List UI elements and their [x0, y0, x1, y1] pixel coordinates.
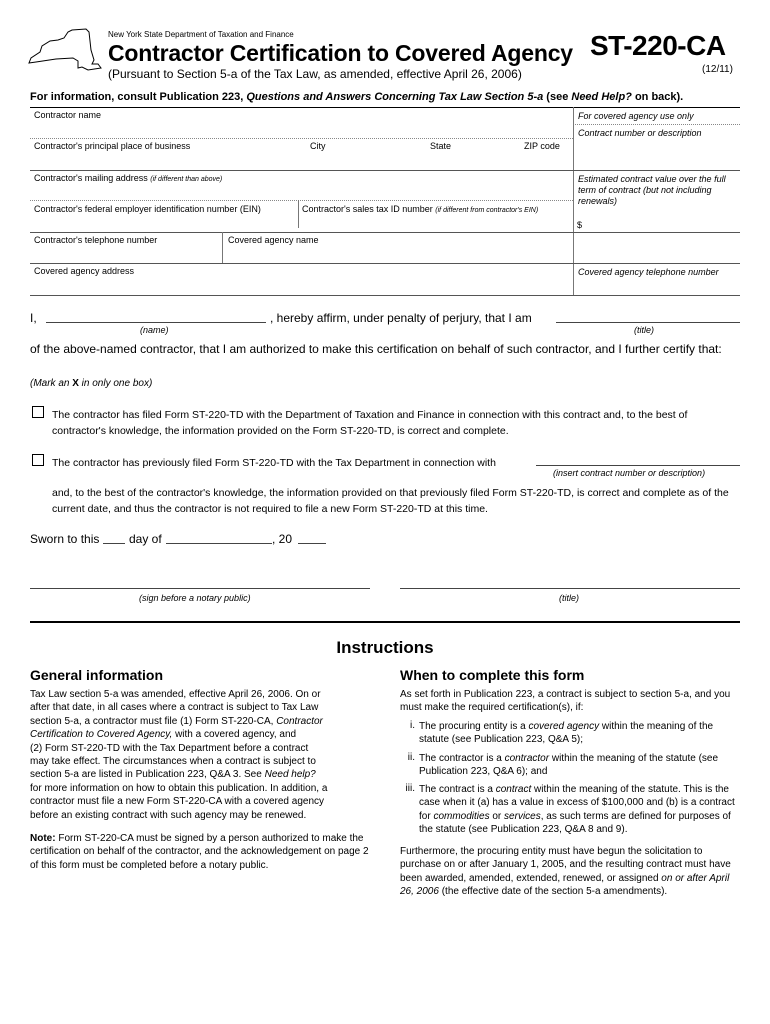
section-divider — [30, 621, 740, 623]
insert-caption: (insert contract number or description) — [553, 468, 706, 478]
option2-continuation: and, to the best of the contractor's knowledge, the information provided on that previously filed Form ST-220-TD, is correct and complete as of the current date, and thus the contractor is not required to file a new Form ST-220-TD at this time. — [52, 487, 729, 515]
contract-number-line[interactable] — [536, 465, 740, 466]
dollar-sign: $ — [577, 220, 583, 230]
day-of-label: day of — [129, 532, 162, 546]
agency-use-label: For covered agency use only — [578, 111, 694, 121]
item-i-number: i. — [410, 720, 415, 731]
contractor-name-label: Contractor name — [34, 110, 102, 120]
sworn-month-line[interactable] — [166, 543, 272, 544]
affirm-i: I, — [30, 311, 37, 325]
name-line[interactable] — [46, 322, 266, 323]
affirm-text: , hereby affirm, under penalty of perjury, that I am — [270, 311, 532, 325]
general-info-text: Tax Law section 5-a was amended, effective April 26, 2006. On or after that date, in all cases where a contract is subject to Tax Law section 5-a, a contractor must file (1) Form ST-220-CA, Contractor Certification to Covered Agency, with a covered agency, and (2) Form ST-220-TD with the Tax Department before a contract may take effect. The circumstances when a contract is subject to section 5-a are listed in Publication 223, Q&A 3. See Need help? for more information on how to obtain this publication. In addition, a contractor must file a new Form ST-220-CA with a covered agency before an existing contract with such agency may be renewed. — [30, 689, 328, 821]
agency-name-label: Covered agency name — [228, 235, 319, 245]
department-name: New York State Department of Taxation and Finance — [108, 30, 294, 39]
name-caption: (name) — [140, 325, 169, 335]
item-iii-text: The contract is a contract within the meaning of the statute. This is the case when it (a) has a value in excess of $100,000 and (b) is a contract for commodities or services, as such terms are defined for purposes of the statute (see Publication 223, Q&A 8 and 9). — [419, 784, 735, 836]
zip-label: ZIP code — [524, 141, 560, 151]
option1-text: The contractor has filed Form ST-220-TD with the Department of Taxation and Finance in connection with this contract and, to the best of contractor's knowledge, the information provided on the Form ST-220-TD, is correct and complete. — [52, 409, 688, 437]
when-furthermore: Furthermore, the procuring entity must have begun the solicitation to purchase on or after January 1, 2005, and the resulting contract must have been awarded, amended, extended, renewed, or assigned on or after April 26, 2006 (the effective date of the section 5-a amendments). — [400, 846, 731, 898]
state-label: State — [430, 141, 452, 151]
sworn-label: Sworn to this — [30, 532, 100, 546]
mailing-address-label: Contractor's mailing address (if different than above) — [34, 173, 223, 183]
when-intro: As set forth in Publication 223, a contract is subject to section 5-a, and you must make the required certification(s), if: — [400, 689, 731, 714]
general-note: Note: Form ST-220-CA must be signed by a person authorized to make the certification on behalf of the contractor, and the acknowledgement on page 2 of this form must be completed before a notary public. — [30, 833, 369, 871]
estimated-value-label: Estimated contract value over the full term of contract (but not including renewals) — [578, 174, 726, 206]
form-title: Contractor Certification to Covered Agency — [108, 40, 573, 66]
instructions-heading: Instructions — [336, 638, 434, 657]
certify-statement: of the above-named contractor, that I am authorized to make this certification on behalf of such contractor, and I further certify that: — [30, 342, 722, 356]
signer-title-line[interactable] — [400, 588, 740, 589]
when-heading: When to complete this form — [400, 667, 585, 683]
option1-checkbox[interactable] — [32, 406, 44, 418]
year-label: , 20 — [272, 532, 293, 546]
info-line: For information, consult Publication 223, Questions and Answers Concerning Tax Law Section 5-a (see Need Help? on back). — [30, 91, 684, 103]
item-i-text: The procuring entity is a covered agency within the meaning of the statute (see Publication 223, Q&A 5); — [419, 721, 714, 746]
option2-text: The contractor has previously filed Form ST-220-TD with the Tax Department in connection with — [52, 457, 496, 469]
new-york-state-map-icon — [28, 28, 102, 74]
item-ii-text: The contractor is a contractor within the meaning of the statute (see Publication 223, Q&A 6); and — [419, 753, 719, 778]
sign-caption: (sign before a notary public) — [139, 593, 251, 603]
sworn-year-line[interactable] — [298, 543, 326, 544]
general-info-heading: General information — [30, 667, 164, 683]
agency-telephone-label: Covered agency telephone number — [578, 267, 719, 277]
revision-date: (12/11) — [702, 64, 733, 75]
form-number: ST-220-CA — [590, 30, 726, 61]
title-line[interactable] — [556, 322, 740, 323]
telephone-label: Contractor's telephone number — [34, 235, 158, 245]
title-caption: (title) — [634, 325, 654, 335]
sales-tax-id-label: Contractor's sales tax ID number (if different from contractor's EIN) — [302, 204, 539, 214]
sworn-day-line[interactable] — [103, 543, 125, 544]
pursuant-line: (Pursuant to Section 5-a of the Tax Law, as amended, effective April 26, 2006) — [108, 67, 522, 81]
mark-instruction: (Mark an X in only one box) — [30, 378, 153, 389]
ein-label: Contractor's federal employer identification number (EIN) — [34, 204, 261, 214]
signer-title-caption: (title) — [559, 593, 579, 603]
item-iii-number: iii. — [405, 783, 415, 794]
contract-number-label: Contract number or description — [578, 128, 702, 138]
principal-place-label: Contractor's principal place of business — [34, 141, 191, 151]
city-label: City — [310, 141, 326, 151]
signature-line[interactable] — [30, 588, 370, 589]
option2-checkbox[interactable] — [32, 454, 44, 466]
item-ii-number: ii. — [407, 752, 415, 763]
agency-address-label: Covered agency address — [34, 266, 135, 276]
